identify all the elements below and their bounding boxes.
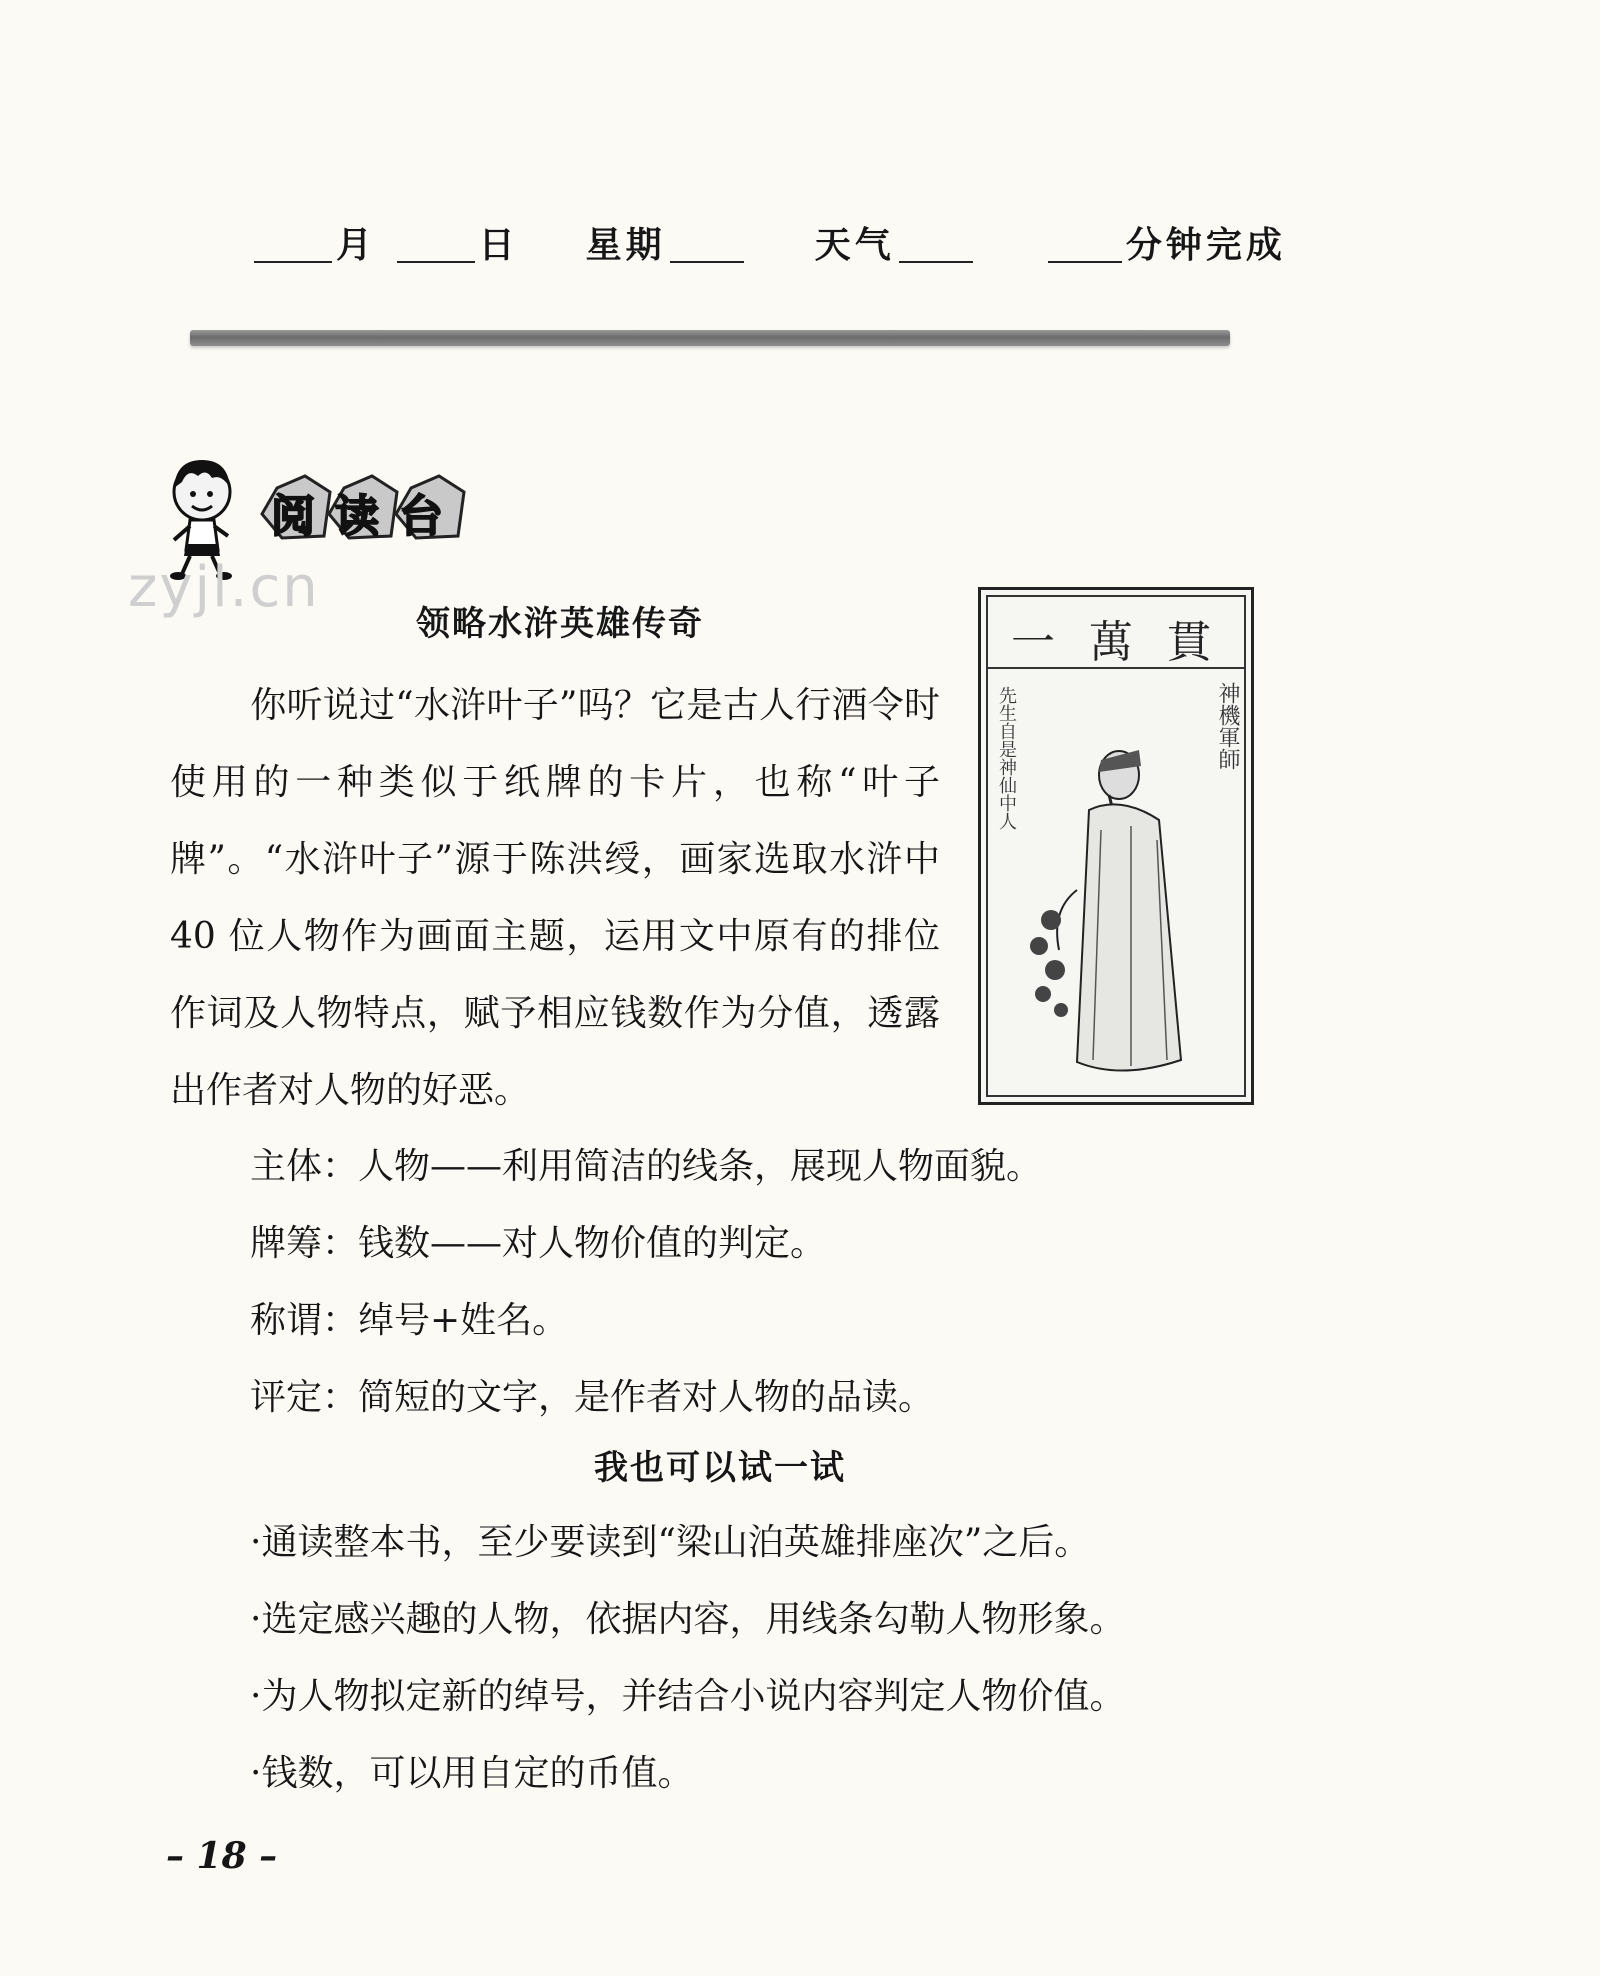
card-top-text: 一 萬 貫 [1011, 617, 1221, 668]
minutes-blank[interactable] [1048, 231, 1122, 263]
weather-label: 天气 [814, 225, 895, 266]
month-label: 月 [336, 225, 377, 266]
date-weather-line [250, 224, 1286, 268]
water-margin-card-image [978, 587, 1254, 1105]
list-item: ·为人物拟定新的绰号，并结合小说内容判定人物价值。 [250, 1676, 1126, 1717]
list-item: ·钱数，可以用自定的币值。 [250, 1753, 694, 1794]
page-number: – 18 – [166, 1835, 278, 1877]
day-label: 日 [478, 225, 519, 266]
weekday-blank[interactable] [670, 231, 744, 263]
definition-list [250, 1128, 1400, 1436]
try-list [250, 1504, 1450, 1812]
list-item: ·通读整本书，至少要读到“梁山泊英雄排座次”之后。 [250, 1522, 1091, 1563]
definition-item: 称谓：绰号+姓名。 [250, 1300, 569, 1341]
intro-text: 你听说过“水浒叶子”吗？它是古人行酒令时使用的一种类似于纸牌的卡片，也称“叶子牌”。“水浒叶子”源于陈洪绶，画家选取水浒中 40 位人物作为画面主题，运用文中原有的排位作词及人物特点，赋予相应钱数作为分值，透露出作者对人物的好恶。 [170, 685, 940, 1111]
definition-item: 牌筹：钱数——对人物价值的判定。 [250, 1223, 827, 1264]
article-title: 领略水浒英雄传奇 [416, 604, 704, 644]
weekday-label: 星期 [585, 225, 666, 266]
day-blank[interactable] [397, 231, 475, 263]
month-blank[interactable] [254, 231, 332, 263]
watermark-text: zyjl.cn [128, 555, 320, 620]
card-right-text: 神機軍師 [1215, 682, 1240, 770]
minutes-label: 分钟完成 [1125, 225, 1286, 266]
intro-paragraph [170, 667, 940, 1129]
definition-item: 主体：人物——利用简洁的线条，展现人物面貌。 [250, 1146, 1043, 1187]
weather-blank[interactable] [899, 231, 973, 263]
header-divider [190, 330, 1230, 346]
try-title: 我也可以试一试 [594, 1448, 846, 1488]
definition-item: 评定：简短的文字，是作者对人物的品读。 [250, 1377, 935, 1418]
card-left-text: 先生自是神仙中人 [996, 686, 1017, 830]
badge-text: 阅读台 [271, 491, 463, 542]
list-item: ·选定感兴趣的人物，依据内容，用线条勾勒人物形象。 [250, 1599, 1126, 1640]
